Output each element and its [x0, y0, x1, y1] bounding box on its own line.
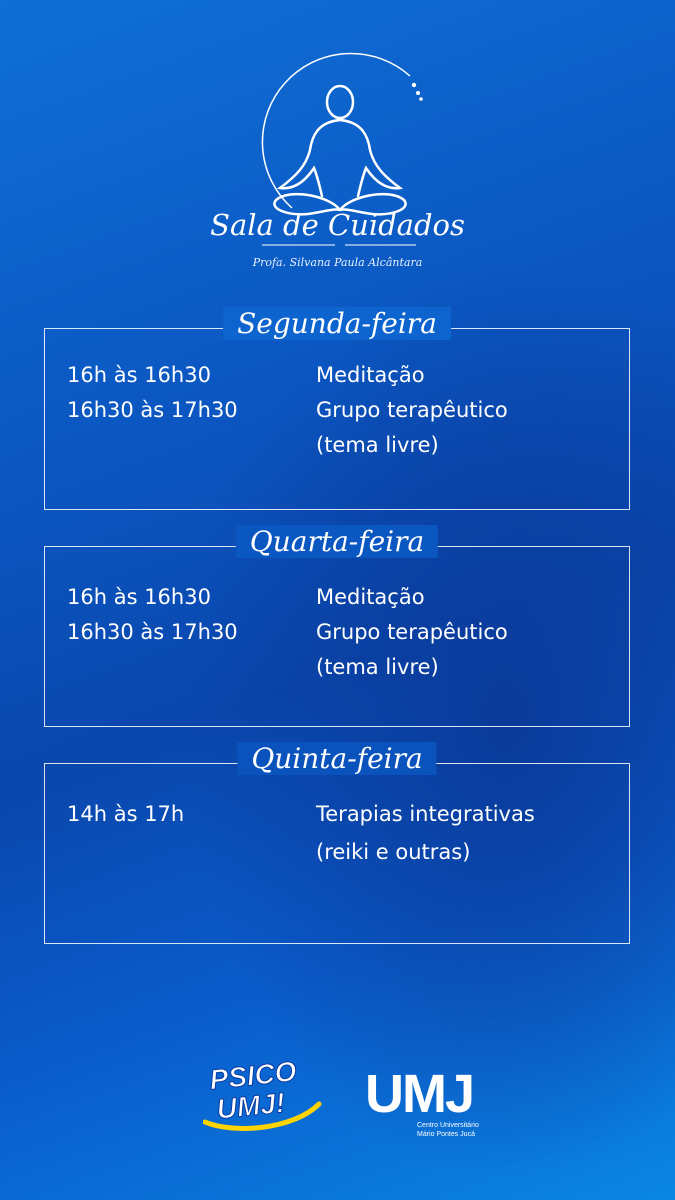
- activity-label: Grupo terapêutico: [316, 398, 508, 422]
- day-title: Segunda-feira: [223, 307, 451, 340]
- time-label: 14h às 17h: [67, 802, 185, 826]
- meditation-figure-icon: [0, 38, 675, 278]
- day-title: Quarta-feira: [236, 525, 438, 558]
- brand-subtitle: Profa. Silvana Paula Alcântara: [252, 256, 423, 269]
- activity-label: Meditação: [316, 363, 425, 387]
- schedule-card-wednesday: [44, 525, 630, 727]
- umj-logo-text: UMJ: [365, 1064, 474, 1124]
- time-label: 16h30 às 17h30: [67, 620, 238, 644]
- time-label: 16h às 16h30: [67, 585, 211, 609]
- activity-label-line2: (tema livre): [316, 655, 439, 679]
- umj-caption-line2: Mário Pontes Jucá: [417, 1131, 475, 1138]
- activity-label: Grupo terapêutico: [316, 620, 508, 644]
- activity-label-line2: (tema livre): [316, 433, 439, 457]
- psico-umj-logo: [203, 1050, 323, 1135]
- time-label: 16h30 às 17h30: [67, 398, 238, 422]
- schedule-card-monday: [44, 307, 630, 510]
- psico-logo-line1: PSICO: [208, 1055, 298, 1096]
- umj-caption-line1: Centro Universitário: [417, 1122, 479, 1129]
- activity-label: Terapias integrativas: [316, 802, 535, 826]
- day-title: Quinta-feira: [237, 742, 436, 775]
- brand-title: Sala de Cuidados: [210, 208, 465, 242]
- umj-logo: [365, 1050, 495, 1140]
- time-label: 16h às 16h30: [67, 363, 211, 387]
- header-logo: [0, 38, 675, 278]
- psico-logo-line2: UMJ!: [215, 1086, 287, 1125]
- schedule-card-thursday: [44, 742, 630, 944]
- activity-label: Meditação: [316, 585, 425, 609]
- activity-label-line2: (reiki e outras): [316, 840, 471, 864]
